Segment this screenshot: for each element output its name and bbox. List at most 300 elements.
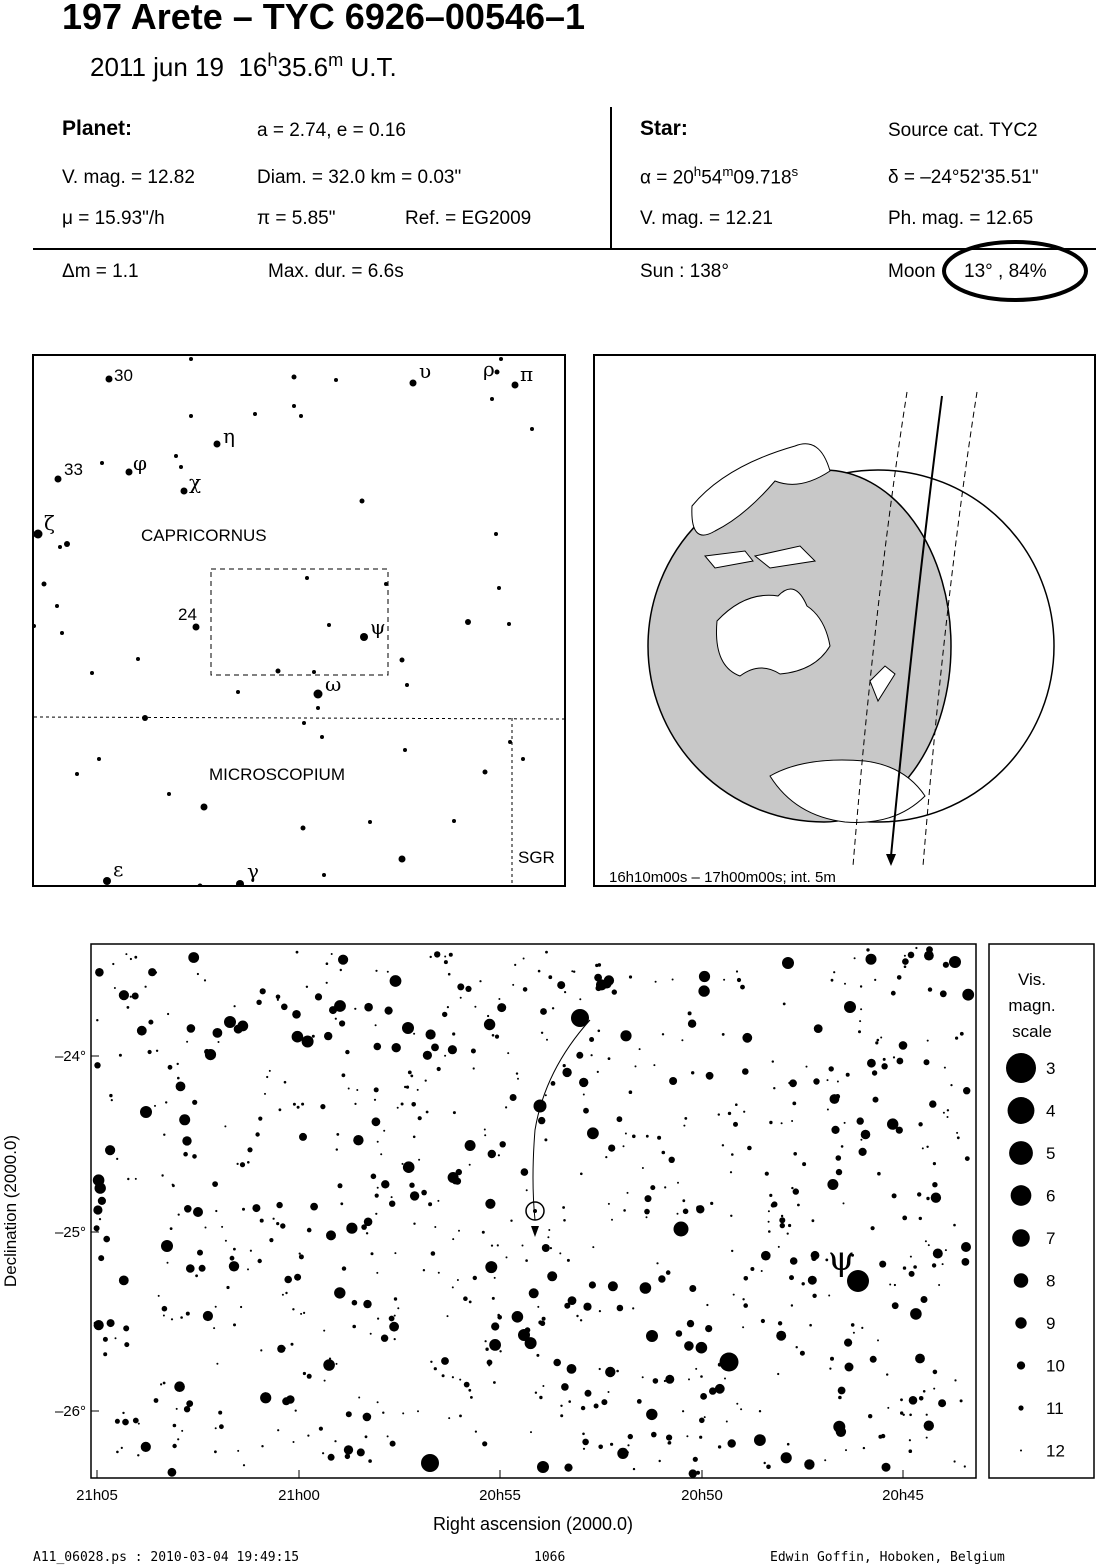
field-star: [186, 1312, 190, 1316]
field-star: [940, 990, 947, 997]
field-star: [769, 1194, 772, 1197]
field-star: [587, 1127, 599, 1139]
field-star: [163, 1382, 166, 1385]
field-star: [340, 1202, 343, 1205]
field-star: [99, 1218, 101, 1220]
legend-dot: [1020, 1449, 1022, 1451]
field-star: [598, 1030, 601, 1033]
legend-dot: [1009, 1141, 1033, 1165]
field-star: [871, 1226, 875, 1230]
field-star: [307, 1435, 309, 1437]
field-star: [700, 1375, 703, 1378]
field-star: [623, 1145, 625, 1147]
field-star: [814, 1024, 823, 1033]
field-star: [567, 1364, 577, 1374]
field-star: [299, 1253, 301, 1255]
field-star: [961, 1242, 971, 1252]
field-star: [742, 1298, 744, 1300]
field-star: [96, 1019, 98, 1021]
field-star: [787, 1233, 789, 1235]
field-star: [299, 1254, 304, 1259]
field-star: [299, 1133, 307, 1141]
field-star: [401, 1103, 404, 1106]
field-star: [294, 1274, 301, 1281]
field-star: [591, 1054, 593, 1056]
field-star: [683, 1125, 685, 1127]
field-star: [731, 1153, 734, 1156]
field-star: [927, 1040, 929, 1042]
field-star: [326, 962, 329, 965]
field-star: [564, 1464, 572, 1472]
field-star: [125, 953, 127, 955]
field-star: [303, 1372, 306, 1375]
field-star: [444, 1055, 446, 1057]
field-star: [617, 1305, 624, 1312]
field-star: [284, 1081, 287, 1084]
field-star: [442, 1374, 445, 1377]
field-star: [841, 1145, 844, 1148]
field-star: [103, 1337, 108, 1342]
star-label-33: 33: [64, 460, 83, 479]
field-star: [344, 1445, 353, 1454]
field-star: [186, 1041, 188, 1043]
field-star: [585, 1390, 592, 1397]
field-star: [547, 1236, 549, 1238]
field-star: [887, 1407, 889, 1409]
planet-motion: μ = 15.93"/h: [62, 208, 165, 229]
field-star: [94, 1322, 97, 1325]
field-star: [867, 1059, 876, 1068]
bright-star: [193, 1207, 203, 1217]
star-phmag: Ph. mag. = 12.65: [888, 208, 1034, 229]
event-date: 2011 jun 19: [90, 52, 224, 82]
field-star: [165, 1101, 167, 1103]
field-star: [354, 1008, 356, 1010]
field-star: [872, 1070, 877, 1075]
field-star: [538, 970, 541, 973]
field-star: [487, 1015, 489, 1017]
field-star: [233, 1248, 236, 1251]
field-star: [662, 1033, 664, 1035]
field-star: [777, 1373, 779, 1375]
field-star: [264, 1093, 266, 1095]
field-star: [645, 1195, 652, 1202]
field-star: [213, 1327, 215, 1329]
field-star: [377, 1318, 379, 1320]
field-star: [945, 1249, 947, 1251]
field-star: [163, 1134, 165, 1136]
field-star: [677, 1182, 679, 1184]
field-star: [233, 1323, 236, 1326]
star-label-30: 30: [114, 366, 133, 385]
field-star: [389, 1201, 395, 1207]
field-star: [682, 1199, 685, 1202]
star-label-psi: ψ: [370, 615, 386, 639]
field-star: [116, 1451, 119, 1454]
field-star: [791, 1304, 793, 1306]
field-star: [722, 1033, 725, 1036]
field-star: [954, 1379, 956, 1381]
star-label-pi: π: [520, 362, 534, 386]
field-star: [544, 1138, 547, 1141]
field-star: [375, 1024, 377, 1026]
star-label-eta: η: [223, 424, 235, 448]
field-star: [184, 1205, 192, 1213]
field-star: [371, 1252, 374, 1255]
field-star: [932, 1263, 936, 1267]
field-star: [114, 987, 116, 989]
legend-magnitude-label: 7: [1046, 1229, 1056, 1248]
field-star: [301, 1103, 304, 1106]
field-star: [368, 1459, 372, 1463]
field-star: [789, 1275, 794, 1280]
field-star: [860, 1139, 862, 1141]
field-star: [950, 1084, 952, 1086]
field-star: [410, 1075, 413, 1078]
field-star: [413, 1033, 415, 1035]
field-star: [571, 970, 573, 972]
field-star: [383, 1130, 385, 1132]
field-star: [423, 1269, 425, 1271]
field-star: [273, 1218, 275, 1220]
star-label-upsilon: υ: [419, 359, 432, 383]
field-star: [579, 998, 581, 1000]
field-star: [552, 1007, 554, 1009]
info-vertical-divider: [610, 107, 612, 249]
field-star: [582, 1433, 585, 1436]
legend-title-line: Vis.: [1017, 970, 1047, 989]
field-star: [94, 1062, 100, 1068]
field-star: [438, 1272, 440, 1274]
field-star: [560, 1414, 563, 1417]
legend-magnitude-label: 9: [1046, 1314, 1056, 1333]
field-star: [646, 1216, 648, 1218]
legend-title-line: scale: [1012, 1022, 1052, 1041]
x-tick-label: 21h00: [278, 1487, 320, 1504]
field-star: [921, 1296, 928, 1303]
field-star: [160, 1383, 162, 1385]
field-star: [260, 1219, 264, 1223]
field-star: [371, 1174, 377, 1180]
field-star: [956, 1132, 958, 1134]
legend-dot: [1006, 1053, 1036, 1083]
field-star: [736, 970, 738, 972]
field-star: [469, 1164, 471, 1166]
field-star: [215, 1210, 217, 1212]
field-star: [179, 1114, 190, 1125]
field-star: [137, 1454, 139, 1456]
field-star: [522, 1245, 524, 1247]
field-star: [452, 1238, 454, 1240]
field-star: [889, 1284, 891, 1286]
field-star: [374, 1099, 376, 1101]
field-star: [500, 1141, 506, 1147]
field-star: [742, 1326, 744, 1328]
field-star: [833, 1421, 845, 1433]
field-star: [695, 1368, 697, 1370]
field-star: [465, 1140, 476, 1151]
field-star: [897, 1058, 904, 1065]
y-tick-label: –24°: [54, 1048, 86, 1065]
field-star: [516, 1072, 518, 1074]
field-star: [778, 1246, 780, 1248]
field-star: [759, 1410, 761, 1412]
field-star: [910, 1256, 912, 1258]
field-star: [485, 1348, 488, 1351]
field-star: [736, 1403, 738, 1405]
field-star: [635, 1065, 637, 1067]
field-star: [103, 1236, 110, 1243]
field-star: [154, 1398, 159, 1403]
y-axis-label: Declination (2000.0): [1, 1134, 20, 1288]
field-star: [718, 1445, 721, 1448]
sun-elongation: Sun : 138°: [640, 261, 729, 282]
field-star: [328, 1454, 335, 1461]
field-star: [917, 1192, 921, 1196]
field-star: [655, 981, 657, 983]
field-star: [353, 1135, 363, 1145]
field-star: [699, 1418, 705, 1424]
legend-dot: [1008, 1097, 1035, 1124]
field-star: [302, 1036, 314, 1048]
field-star: [293, 1441, 295, 1443]
field-star: [352, 1300, 358, 1306]
star-ra-prefix: α = 20: [640, 167, 694, 189]
field-star: [176, 1408, 178, 1410]
constellation-boundary: [34, 717, 564, 719]
field-star: [802, 1162, 806, 1166]
field-star: [98, 1255, 104, 1261]
field-star: [252, 1204, 260, 1212]
field-star: [535, 1392, 537, 1394]
field-star: [94, 1225, 100, 1231]
field-star: [665, 1375, 674, 1384]
field-star: [915, 947, 917, 949]
field-star: [221, 1226, 223, 1228]
field-star: [836, 1169, 842, 1175]
field-star: [787, 1443, 790, 1446]
field-star: [861, 1130, 871, 1140]
field-star: [437, 1200, 439, 1202]
field-star: [258, 1259, 262, 1263]
field-star: [397, 1107, 399, 1109]
field-star: [292, 1010, 301, 1019]
field-star: [750, 1267, 754, 1271]
field-star: [791, 1187, 793, 1189]
field-star: [962, 1258, 970, 1266]
field-star: [382, 1412, 384, 1414]
field-star: [926, 1437, 928, 1439]
field-star: [122, 1419, 129, 1426]
field-star: [683, 1209, 689, 1215]
field-star: [706, 1304, 708, 1306]
legend-magnitude-label: 11: [1046, 1399, 1064, 1418]
field-star: [161, 1174, 163, 1176]
field-star: [470, 1396, 473, 1399]
field-star: [604, 975, 614, 985]
field-star: [793, 1188, 799, 1194]
finder-chart-svg: [34, 356, 564, 885]
field-star: [323, 1359, 335, 1371]
field-star: [276, 1202, 282, 1208]
field-star: [827, 1179, 838, 1190]
field-star: [687, 1320, 694, 1327]
field-star: [95, 968, 104, 977]
field-star: [899, 1041, 908, 1050]
field-star: [258, 1117, 262, 1121]
field-star: [870, 1356, 877, 1363]
field-star: [780, 1223, 785, 1228]
field-star: [514, 964, 516, 966]
field-star: [394, 1297, 397, 1300]
field-star: [710, 1202, 713, 1205]
field-star: [339, 1020, 345, 1026]
x-tick-label: 20h45: [882, 1487, 924, 1504]
field-star: [315, 993, 322, 1000]
field-star: [689, 1469, 697, 1477]
field-star: [183, 1152, 188, 1157]
field-star: [623, 1209, 626, 1212]
detail-chart: [0, 930, 1096, 1540]
field-star: [357, 1448, 365, 1456]
field-star: [778, 1321, 782, 1325]
field-star: [835, 1094, 840, 1099]
field-star: [773, 1087, 775, 1089]
field-star: [844, 983, 846, 985]
field-star: [594, 1404, 599, 1409]
field-star: [391, 1196, 393, 1198]
field-star: [428, 1202, 432, 1206]
field-star: [813, 1078, 819, 1084]
field-star: [616, 1370, 619, 1373]
field-star: [909, 1414, 912, 1417]
field-star: [431, 1044, 439, 1052]
field-star: [177, 1063, 179, 1065]
field-star: [215, 1427, 217, 1429]
field-star: [418, 1159, 420, 1161]
field-star: [705, 1325, 712, 1332]
field-star: [963, 1087, 970, 1094]
field-star: [733, 1122, 738, 1127]
field-star: [844, 1122, 846, 1124]
bright-star: [421, 1454, 439, 1472]
field-star: [397, 1307, 399, 1309]
field-star: [444, 956, 446, 958]
page-title: 197 Arete – TYC 6926–00546–1: [62, 0, 586, 37]
field-star: [491, 1322, 499, 1330]
field-star: [568, 1400, 571, 1403]
field-star: [877, 1039, 880, 1042]
field-star: [646, 1135, 649, 1138]
field-star: [962, 989, 974, 1001]
field-star: [418, 1116, 422, 1120]
field-star: [447, 1315, 449, 1317]
field-star: [928, 1244, 930, 1246]
field-star: [589, 1281, 596, 1288]
field-star: [892, 1302, 899, 1309]
field-star: [218, 1041, 220, 1043]
field-star: [277, 1429, 279, 1431]
field-star: [103, 1352, 107, 1356]
field-star: [874, 979, 876, 981]
star-label-zeta: ζ: [44, 511, 55, 535]
field-star: [919, 1217, 922, 1220]
field-star: [497, 1315, 502, 1320]
field-star: [909, 1396, 918, 1405]
field-star: [459, 1379, 461, 1381]
field-star: [286, 1395, 295, 1404]
field-star: [709, 1387, 716, 1394]
field-star: [659, 1460, 661, 1462]
star-label-rho: ρ: [483, 357, 495, 381]
field-star: [336, 1148, 338, 1150]
field-star: [806, 1066, 808, 1068]
field-star: [644, 1209, 650, 1215]
field-star: [886, 1373, 888, 1375]
field-star: [548, 975, 552, 979]
field-star: [510, 1094, 517, 1101]
field-star: [582, 1439, 589, 1446]
field-star: [632, 1135, 636, 1139]
bright-star: [646, 1330, 658, 1342]
field-star: [831, 979, 834, 982]
field-star: [625, 1133, 627, 1135]
field-star: [137, 1026, 147, 1036]
field-star: [860, 1008, 862, 1010]
field-star: [859, 1020, 861, 1022]
field-star: [629, 1090, 633, 1094]
field-star: [390, 975, 402, 987]
field-star: [545, 1094, 547, 1096]
field-star: [517, 1078, 519, 1080]
field-star: [908, 952, 915, 959]
field-star: [718, 1113, 720, 1115]
event-minute: 35.6: [277, 52, 329, 82]
field-star: [538, 1320, 542, 1324]
field-star: [93, 1205, 102, 1214]
field-star: [94, 1320, 104, 1330]
field-star: [789, 1079, 797, 1087]
field-star: [781, 1215, 783, 1217]
field-star: [525, 1259, 528, 1262]
field-star: [473, 1067, 475, 1069]
field-star: [866, 948, 869, 951]
field-star: [933, 1370, 938, 1375]
field-star: [829, 1066, 834, 1071]
field-star: [878, 1435, 882, 1439]
field-star: [178, 1214, 180, 1216]
footer-file: A11_06028.ps : 2010-03-04 19:49:15: [33, 1550, 300, 1565]
moon-highlight-ellipse: [940, 238, 1090, 304]
legend-magnitude-label: 10: [1046, 1356, 1065, 1376]
field-star: [188, 952, 199, 963]
field-star: [597, 1071, 599, 1073]
field-star: [910, 1308, 922, 1320]
field-star: [216, 1363, 218, 1365]
field-star: [310, 1203, 318, 1211]
field-star: [130, 996, 132, 998]
field-star: [256, 1000, 261, 1005]
field-star: [168, 1065, 173, 1070]
field-star: [730, 1215, 732, 1217]
field-star: [924, 1059, 930, 1065]
star-ra-minutes: 54: [701, 167, 723, 189]
field-star: [629, 975, 632, 978]
field-star: [730, 1171, 732, 1173]
field-star: [686, 1435, 688, 1437]
field-star: [724, 1378, 726, 1380]
event-time-suffix: U.T.: [350, 52, 397, 82]
